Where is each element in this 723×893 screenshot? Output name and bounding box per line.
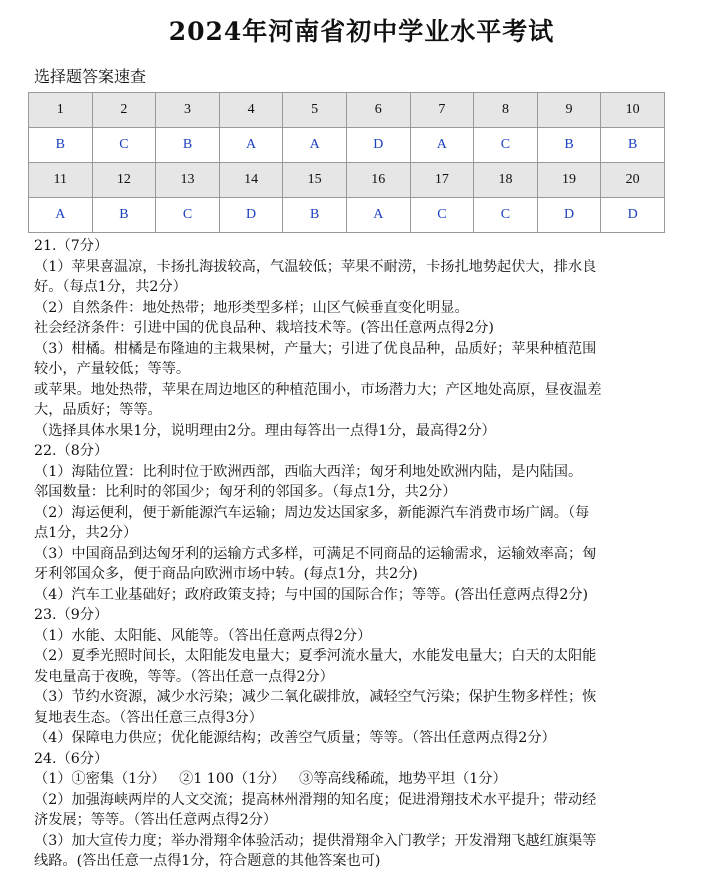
answer-cell: C	[474, 128, 538, 163]
question-number-cell: 7	[410, 93, 474, 128]
answer-line: 或苹果。地处热带，苹果在周边地区的种植范围小，市场潜力大；产区地处高原，昼夜温差	[34, 381, 602, 398]
answer-line: （2）夏季光照时间长，太阳能发电量大；夏季河流水量大，水能发电量大；白天的太阳能	[34, 648, 597, 664]
answer-cell: A	[410, 128, 474, 163]
answer-cell: B	[283, 198, 347, 233]
question-number-cell: 3	[156, 93, 220, 128]
answer-line: 点1分，共2分）	[34, 525, 138, 541]
question-number-cell: 20	[601, 163, 665, 198]
question-number-cell: 16	[346, 163, 410, 198]
answer-cell: A	[283, 128, 347, 163]
answer-explanations	[34, 236, 660, 872]
answer-line: （1）水能、太阳能、风能等。（答出任意两点得2分）	[34, 627, 372, 644]
answer-cell: C	[92, 128, 156, 163]
question-number-cell: 9	[537, 93, 601, 128]
answer-cell: B	[29, 128, 93, 163]
answer-line: 复地表生态。（答出任意三点得3分）	[34, 709, 263, 726]
question-heading: 24.（6分）	[34, 750, 109, 767]
answer-cell: B	[156, 128, 220, 163]
question-number-cell: 15	[283, 163, 347, 198]
answer-line: 大，品质好；等等。	[34, 402, 162, 418]
answer-line: 发电量高于夜晚，等等。（答出任意一点得2分）	[34, 668, 334, 685]
answer-line: （选择具体水果1分，说明理由2分。理由每答出一点得1分，最高得2分）	[34, 422, 496, 439]
answer-line: 牙利邻国众多，便于商品向欧洲市场中转。(每点1分，共2分)	[34, 566, 418, 582]
answer-table-number-row	[29, 93, 665, 128]
answer-line: （3）中国商品到达匈牙利的运输方式多样，可满足不同商品的运输需求，运输效率高；匈	[34, 545, 597, 562]
answer-cell: D	[346, 128, 410, 163]
answer-line: （1）①密集（1分） ②1 100（1分） ③等高线稀疏，地势平坦（1分）	[34, 771, 507, 787]
answer-cell: C	[156, 198, 220, 233]
answer-cell: C	[474, 198, 538, 233]
answer-cell: D	[537, 198, 601, 233]
answer-table	[28, 92, 665, 233]
question-number-cell: 12	[92, 163, 156, 198]
answer-cell: D	[601, 198, 665, 233]
question-heading: 21.（7分）	[34, 238, 109, 254]
question-number-cell: 14	[219, 163, 283, 198]
answer-line: 较小，产量较低；等等。	[34, 361, 191, 377]
answer-cell: D	[219, 198, 283, 233]
question-number-cell: 8	[474, 93, 538, 128]
answer-line: 社会经济条件：引进中国的优良品种、栽培技术等。(答出任意两点得2分)	[34, 320, 494, 336]
answer-line: （1）苹果喜温凉，卡扬扎海拔较高，气温较低；苹果不耐涝，卡扬扎地势起伏大，排水良	[34, 258, 597, 275]
answer-line: （1）海陆位置：比利时位于欧洲西部，西临大西洋；匈牙利地处欧洲内陆，是内陆国。	[34, 463, 583, 480]
answer-line: （3）节约水资源，减少水污染；减少二氧化碳排放，减轻空气污染；保护生物多样性；恢	[34, 689, 597, 705]
answer-line: （4）汽车工业基础好；政府政策支持；与中国的国际合作；等等。(答出任意两点得2分)	[34, 586, 589, 603]
question-number-cell: 4	[219, 93, 283, 128]
question-number-cell: 11	[29, 163, 93, 198]
question-number-cell: 5	[283, 93, 347, 128]
answer-cell: A	[219, 128, 283, 163]
section-subtitle: 选择题答案速查	[34, 67, 147, 86]
answer-line: 线路。(答出任意一点得1分，符合题意的其他答案也可)	[34, 853, 381, 869]
question-number-cell: 18	[474, 163, 538, 198]
answer-line: 济发展；等等。（答出任意两点得2分）	[34, 812, 278, 828]
answer-cell: B	[601, 128, 665, 163]
answer-table-key-row	[29, 198, 665, 233]
answer-line: （2）自然条件：地处热带；地形类型多样；山区气候垂直变化明显。	[34, 299, 469, 316]
answer-table-key-row	[29, 128, 665, 163]
question-number-cell: 1	[29, 93, 93, 128]
question-number-cell: 17	[410, 163, 474, 198]
page-title: 2024年河南省初中学业水平考试	[168, 17, 555, 46]
answer-line: 邻国数量：比利时的邻国少；匈牙利的邻国多。（每点1分，共2分）	[34, 484, 457, 500]
question-number-cell: 19	[537, 163, 601, 198]
answer-cell: C	[410, 198, 474, 233]
answer-line: （2）海运便利，便于新能源汽车运输；周边发达国家多，新能源汽车消费市场广阔。（每	[34, 504, 590, 521]
answer-line: （2）加强海峡两岸的人文交流；提高林州滑翔的知名度；促进滑翔技术水平提升；带动经	[34, 791, 597, 808]
question-number-cell: 2	[92, 93, 156, 128]
answer-line: （3）加大宣传力度；举办滑翔伞体验活动；提供滑翔伞入门教学；开发滑翔飞越红旗渠等	[34, 832, 597, 849]
answer-line: （4）保障电力供应；优化能源结构；改善空气质量；等等。（答出任意两点得2分）	[34, 730, 556, 746]
answer-line: 好。（每点1分，共2分）	[34, 279, 187, 295]
answer-cell: B	[92, 198, 156, 233]
answer-cell: B	[537, 128, 601, 163]
question-number-cell: 10	[601, 93, 665, 128]
question-heading: 23.（9分）	[34, 607, 109, 623]
question-heading: 22.（8分）	[34, 443, 109, 459]
answer-table-number-row	[29, 163, 665, 198]
answer-line: （3）柑橘。柑橘是布隆迪的主栽果树，产量大；引进了优良品种，品质好；苹果种植范围	[34, 340, 597, 357]
answer-cell: A	[346, 198, 410, 233]
answer-cell: A	[29, 198, 93, 233]
question-number-cell: 6	[346, 93, 410, 128]
question-number-cell: 13	[156, 163, 220, 198]
